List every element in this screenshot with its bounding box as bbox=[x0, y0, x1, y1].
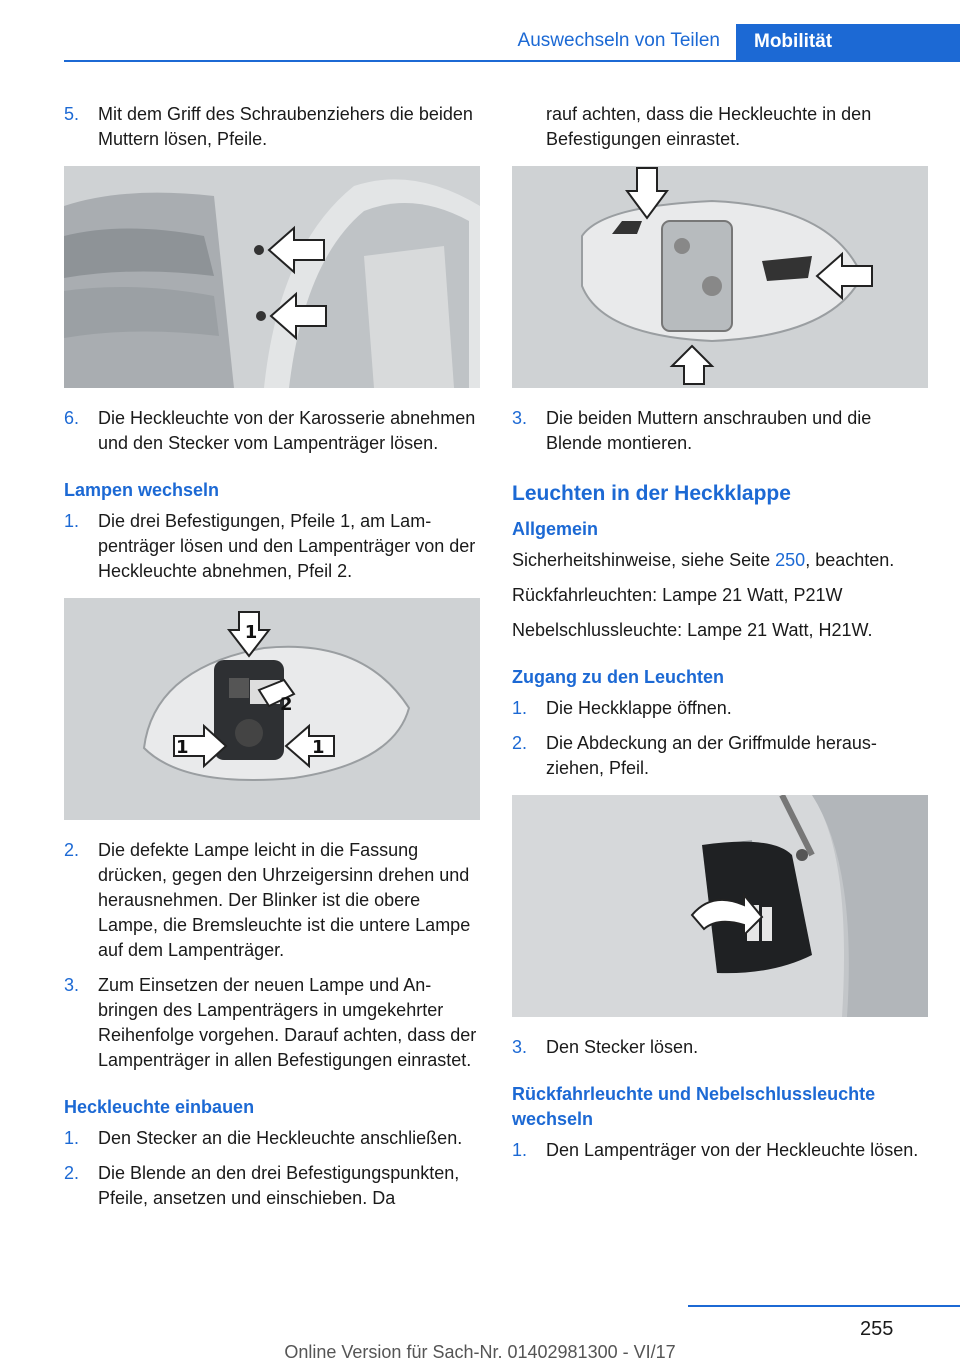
figure-label-arrow-2: 2 bbox=[280, 694, 293, 715]
header-rule bbox=[64, 60, 960, 62]
figure-tail-light-clips bbox=[512, 166, 928, 388]
step-number: 1. bbox=[512, 1140, 528, 1160]
safety-note bbox=[512, 548, 928, 573]
heading-lampen-wechseln: Lampen wechseln bbox=[64, 480, 220, 500]
step-5 bbox=[64, 102, 480, 152]
figure-lamp-carrier bbox=[64, 598, 480, 820]
rueck-step-1 bbox=[512, 1138, 928, 1163]
figure-label-top: 1 bbox=[244, 622, 258, 643]
page-number: 255 bbox=[860, 1318, 894, 1340]
figure-tail-light-nuts bbox=[64, 166, 480, 388]
page-link-250[interactable]: 250 bbox=[775, 550, 806, 570]
tailgate-cover-illustration bbox=[512, 795, 928, 1017]
step-text: Den Lampenträger von der Heckleuchte lösen. bbox=[546, 1140, 919, 1160]
step-number: 6. bbox=[64, 408, 80, 428]
step-number: 1. bbox=[512, 698, 528, 718]
step-text: Mit dem Griff des Schraubenziehers die beiden Muttern lösen, Pfeile. bbox=[98, 104, 473, 149]
lamp-carrier-illustration bbox=[64, 598, 480, 820]
figure-tailgate-cover bbox=[512, 795, 928, 1017]
step-text: Den Stecker lösen. bbox=[546, 1037, 699, 1057]
header-chapter-tab[interactable] bbox=[736, 24, 960, 62]
step-text: Die defekte Lampe leicht in die Fassung drücken, gegen den Uhrzeigersinn drehen und herausnehmen. Der Blinker ist die obere Lampe, die Bremsleuchte ist die untere Lampe auf dem Lampenträger. bbox=[98, 840, 471, 960]
step-3-mount bbox=[512, 406, 928, 456]
tail-light-clips-illustration bbox=[512, 166, 928, 388]
step-text: Die Heckklappe öffnen. bbox=[546, 698, 732, 718]
step-text: rauf achten, dass die Heckleuchte in den Befestigungen einrastet. bbox=[546, 104, 872, 149]
step-text: Den Stecker an die Heckleuchte anschließen. bbox=[98, 1128, 463, 1148]
heading-rueckfahrleuchte: Rückfahrleuchte und Nebelschlussleuchte wechseln bbox=[512, 1084, 876, 1129]
einbauen-step-2-continued bbox=[512, 102, 928, 152]
safety-note-suffix: , beachten. bbox=[805, 550, 895, 570]
lampen-step-2 bbox=[64, 838, 480, 963]
footer-rule bbox=[688, 1305, 960, 1307]
einbauen-step-1 bbox=[64, 1126, 480, 1151]
heading-leuchten-heckklappe: Leuchten in der Heckklappe bbox=[512, 482, 791, 505]
lampen-step-1 bbox=[64, 509, 480, 584]
step-text: Die Heckleuchte von der Karosserie abnehmen und den Stecker vom Lampenträger lösen. bbox=[98, 408, 476, 453]
left-column bbox=[64, 102, 480, 1221]
step-number: 3. bbox=[512, 408, 528, 428]
step-3-stecker bbox=[512, 1035, 928, 1060]
step-number: 1. bbox=[64, 511, 80, 531]
step-number: 3. bbox=[512, 1037, 528, 1057]
heading-zugang: Zugang zu den Leuchten bbox=[512, 667, 724, 687]
step-number: 5. bbox=[64, 104, 80, 124]
right-column bbox=[512, 102, 928, 1173]
footer-online-version: Online Version für Sach-Nr. 01402981300 - VI/17 bbox=[284, 1342, 676, 1362]
zugang-step-1 bbox=[512, 696, 928, 721]
zugang-step-2 bbox=[512, 731, 928, 781]
heading-heckleuchte-einbauen: Heckleuchte einbauen bbox=[64, 1097, 255, 1117]
header-section-title: Auswechseln von Teilen bbox=[517, 30, 720, 51]
reverse-light-spec: Rückfahrleuchten: Lampe 21 Watt, P21W bbox=[512, 585, 843, 605]
heading-allgemein: Allgemein bbox=[512, 519, 599, 539]
step-text: Die beiden Muttern anschrauben und die Blende montieren. bbox=[546, 408, 872, 453]
step-number: 3. bbox=[64, 975, 80, 995]
step-6 bbox=[64, 406, 480, 456]
step-text: Die Abdeckung an der Griffmulde herausziehen, Pfeil. bbox=[546, 733, 877, 778]
tail-light-nuts-illustration bbox=[64, 166, 480, 388]
header-chapter-label: Mobilität bbox=[754, 31, 833, 52]
step-text: Die drei Befestigungen, Pfeile 1, am Lampenträger lösen und den Lampenträger von der Heckleuchte abnehmen, Pfeil 2. bbox=[98, 511, 476, 581]
step-text: Die Blende an den drei Befestigungspunkten, Pfeile, ansetzen und einschieben. Da bbox=[98, 1163, 460, 1208]
step-text: Zum Einsetzen der neuen Lampe und Anbringen des Lampenträgers in umgekehrter Reihenfolge vorgehen. Darauf achten, dass der Lampenträger in allen Befestigungen einrastet. bbox=[98, 975, 477, 1070]
fog-light-spec: Nebelschlussleuchte: Lampe 21 Watt, H21W. bbox=[512, 620, 873, 640]
lampen-step-3 bbox=[64, 973, 480, 1073]
figure-label-bottom-right: 1 bbox=[312, 737, 325, 758]
step-number: 2. bbox=[512, 733, 528, 753]
figure-label-bottom-left: 1 bbox=[176, 737, 189, 758]
einbauen-step-2 bbox=[64, 1161, 480, 1211]
step-number: 1. bbox=[64, 1128, 80, 1148]
step-number: 2. bbox=[64, 1163, 80, 1183]
step-number: 2. bbox=[64, 840, 80, 860]
safety-note-prefix: Sicherheitshinweise, siehe Seite bbox=[512, 550, 776, 570]
